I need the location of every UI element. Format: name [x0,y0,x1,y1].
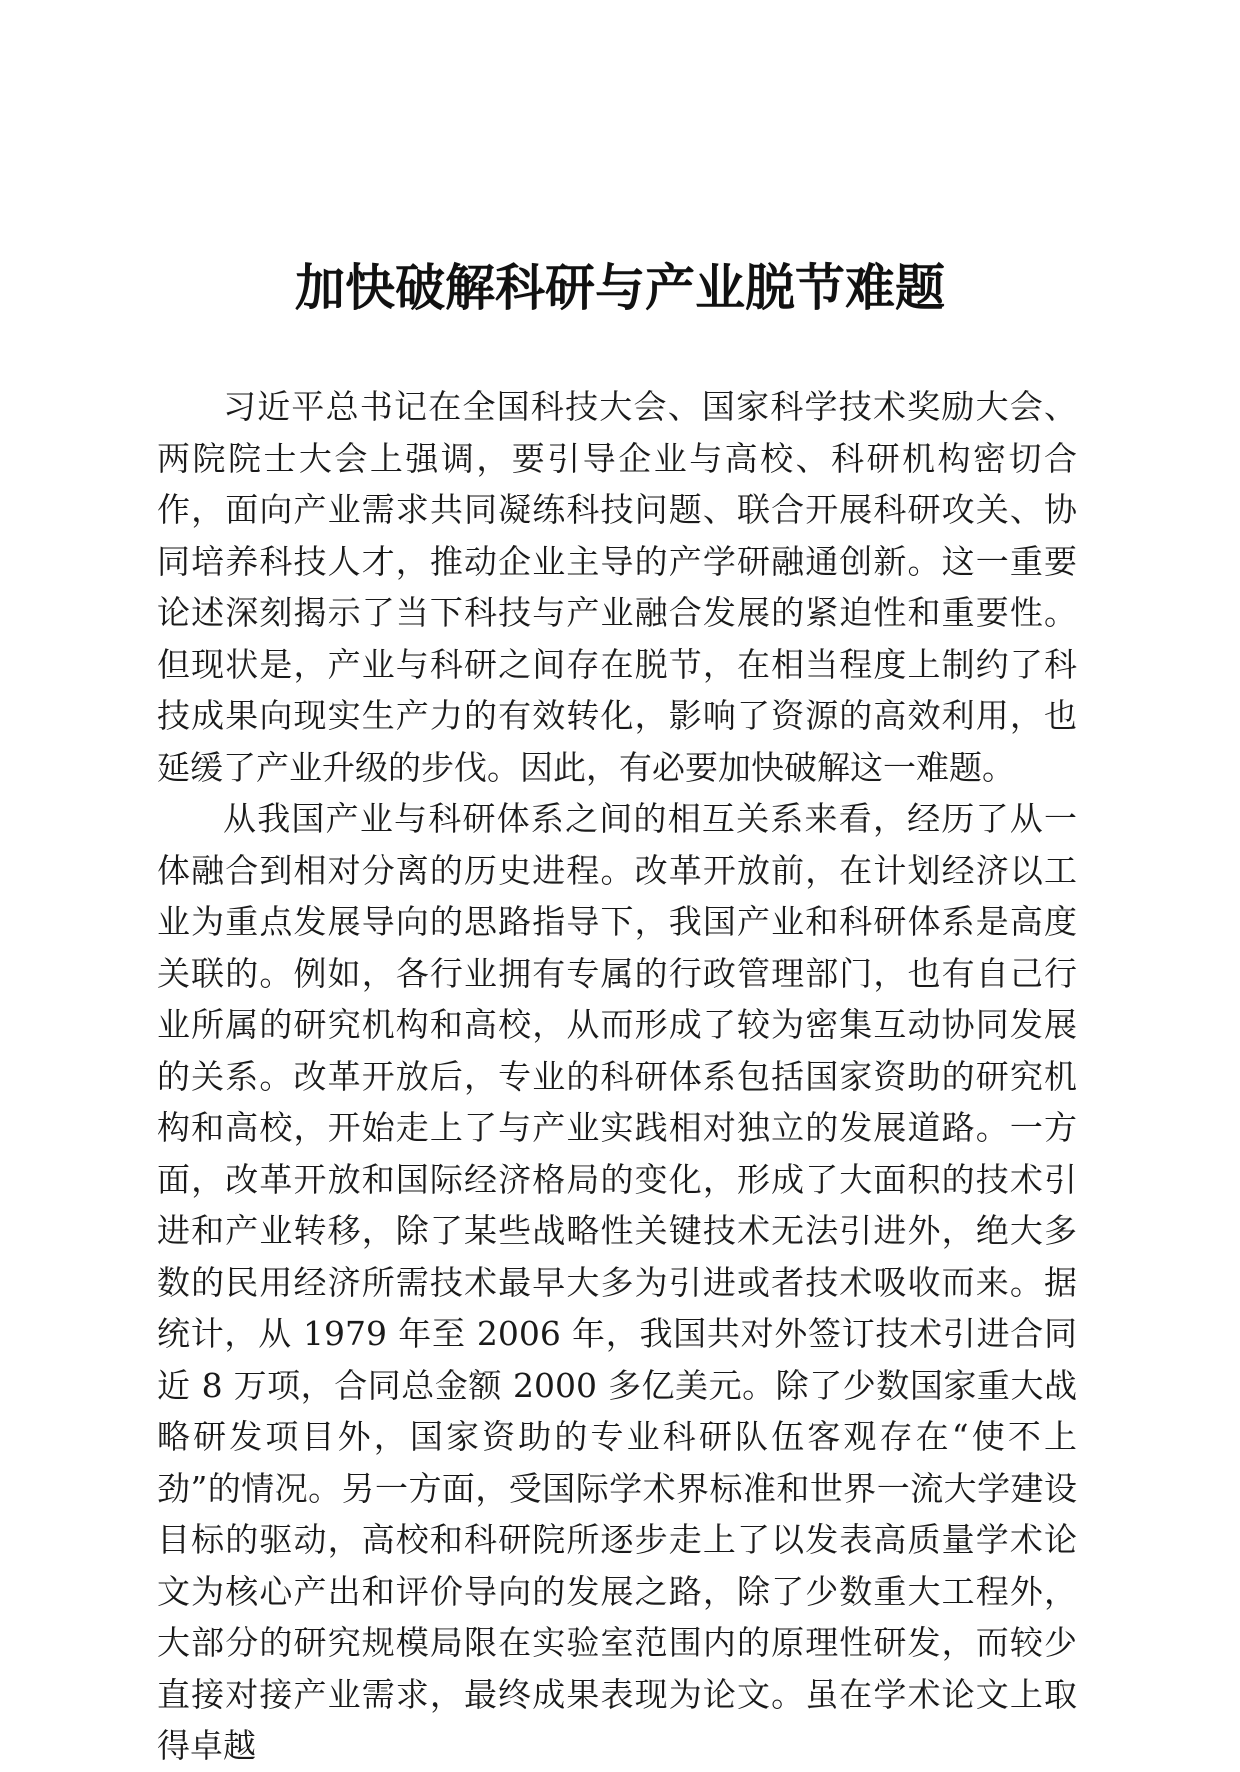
document-body [157,381,1077,1772]
paragraph-2: 从我国产业与科研体系之间的相互关系来看，经历了从一体融合到相对分离的历史进程。改革开放前，在计划经济以工业为重点发展导向的思路指导下，我国产业和科研体系是高度关联的。例如，各行业拥有专属的行政管理部门，也有自己行业所属的研究机构和高校，从而形成了较为密集互动协同发展的关系。改革开放后，专业的科研体系包括国家资助的研究机构和高校，开始走上了与产业实践相对独立的发展道路。一方面，改革开放和国际经济格局的变化，形成了大面积的技术引进和产业转移，除了某些战略性关键技术无法引进外，绝大多数的民用经济所需技术最早大多为引进或者技术吸收而来。据统计，从 1979 年至 2006 年，我国共对外签订技术引进合同近 8 万项，合同总金额 2000 多亿美元。除了少数国家重大战略研发项目外，国家资助的专业科研队伍客观存在“使不上劲”的情况。另一方面，受国际学术界标准和世界一流大学建设目标的驱动，高校和科研院所逐步走上了以发表高质量学术论文为核心产出和评价导向的发展之路，除了少数重大工程外，大部分的研究规模局限在实验室范围内的原理性研发，而较少直接对接产业需求，最终成果表现为论文。虽在学术论文上取得卓越 [157,799,1077,1765]
paragraph-1: 习近平总书记在全国科技大会、国家科学技术奖励大会、两院院士大会上强调，要引导企业与高校、科研机构密切合作，面向产业需求共同凝练科技问题、联合开展科研攻关、协同培养科技人才，推动企业主导的产学研融通创新。这一重要论述深刻揭示了当下科技与产业融合发展的紧迫性和重要性。但现状是，产业与科研之间存在脱节，在相当程度上制约了科技成果向现实生产力的有效转化，影响了资源的高效利用，也延缓了产业升级的步伐。因此，有必要加快破解这一难题。 [157,387,1077,787]
document-title: 加快破解科研与产业脱节难题 [295,258,945,317]
